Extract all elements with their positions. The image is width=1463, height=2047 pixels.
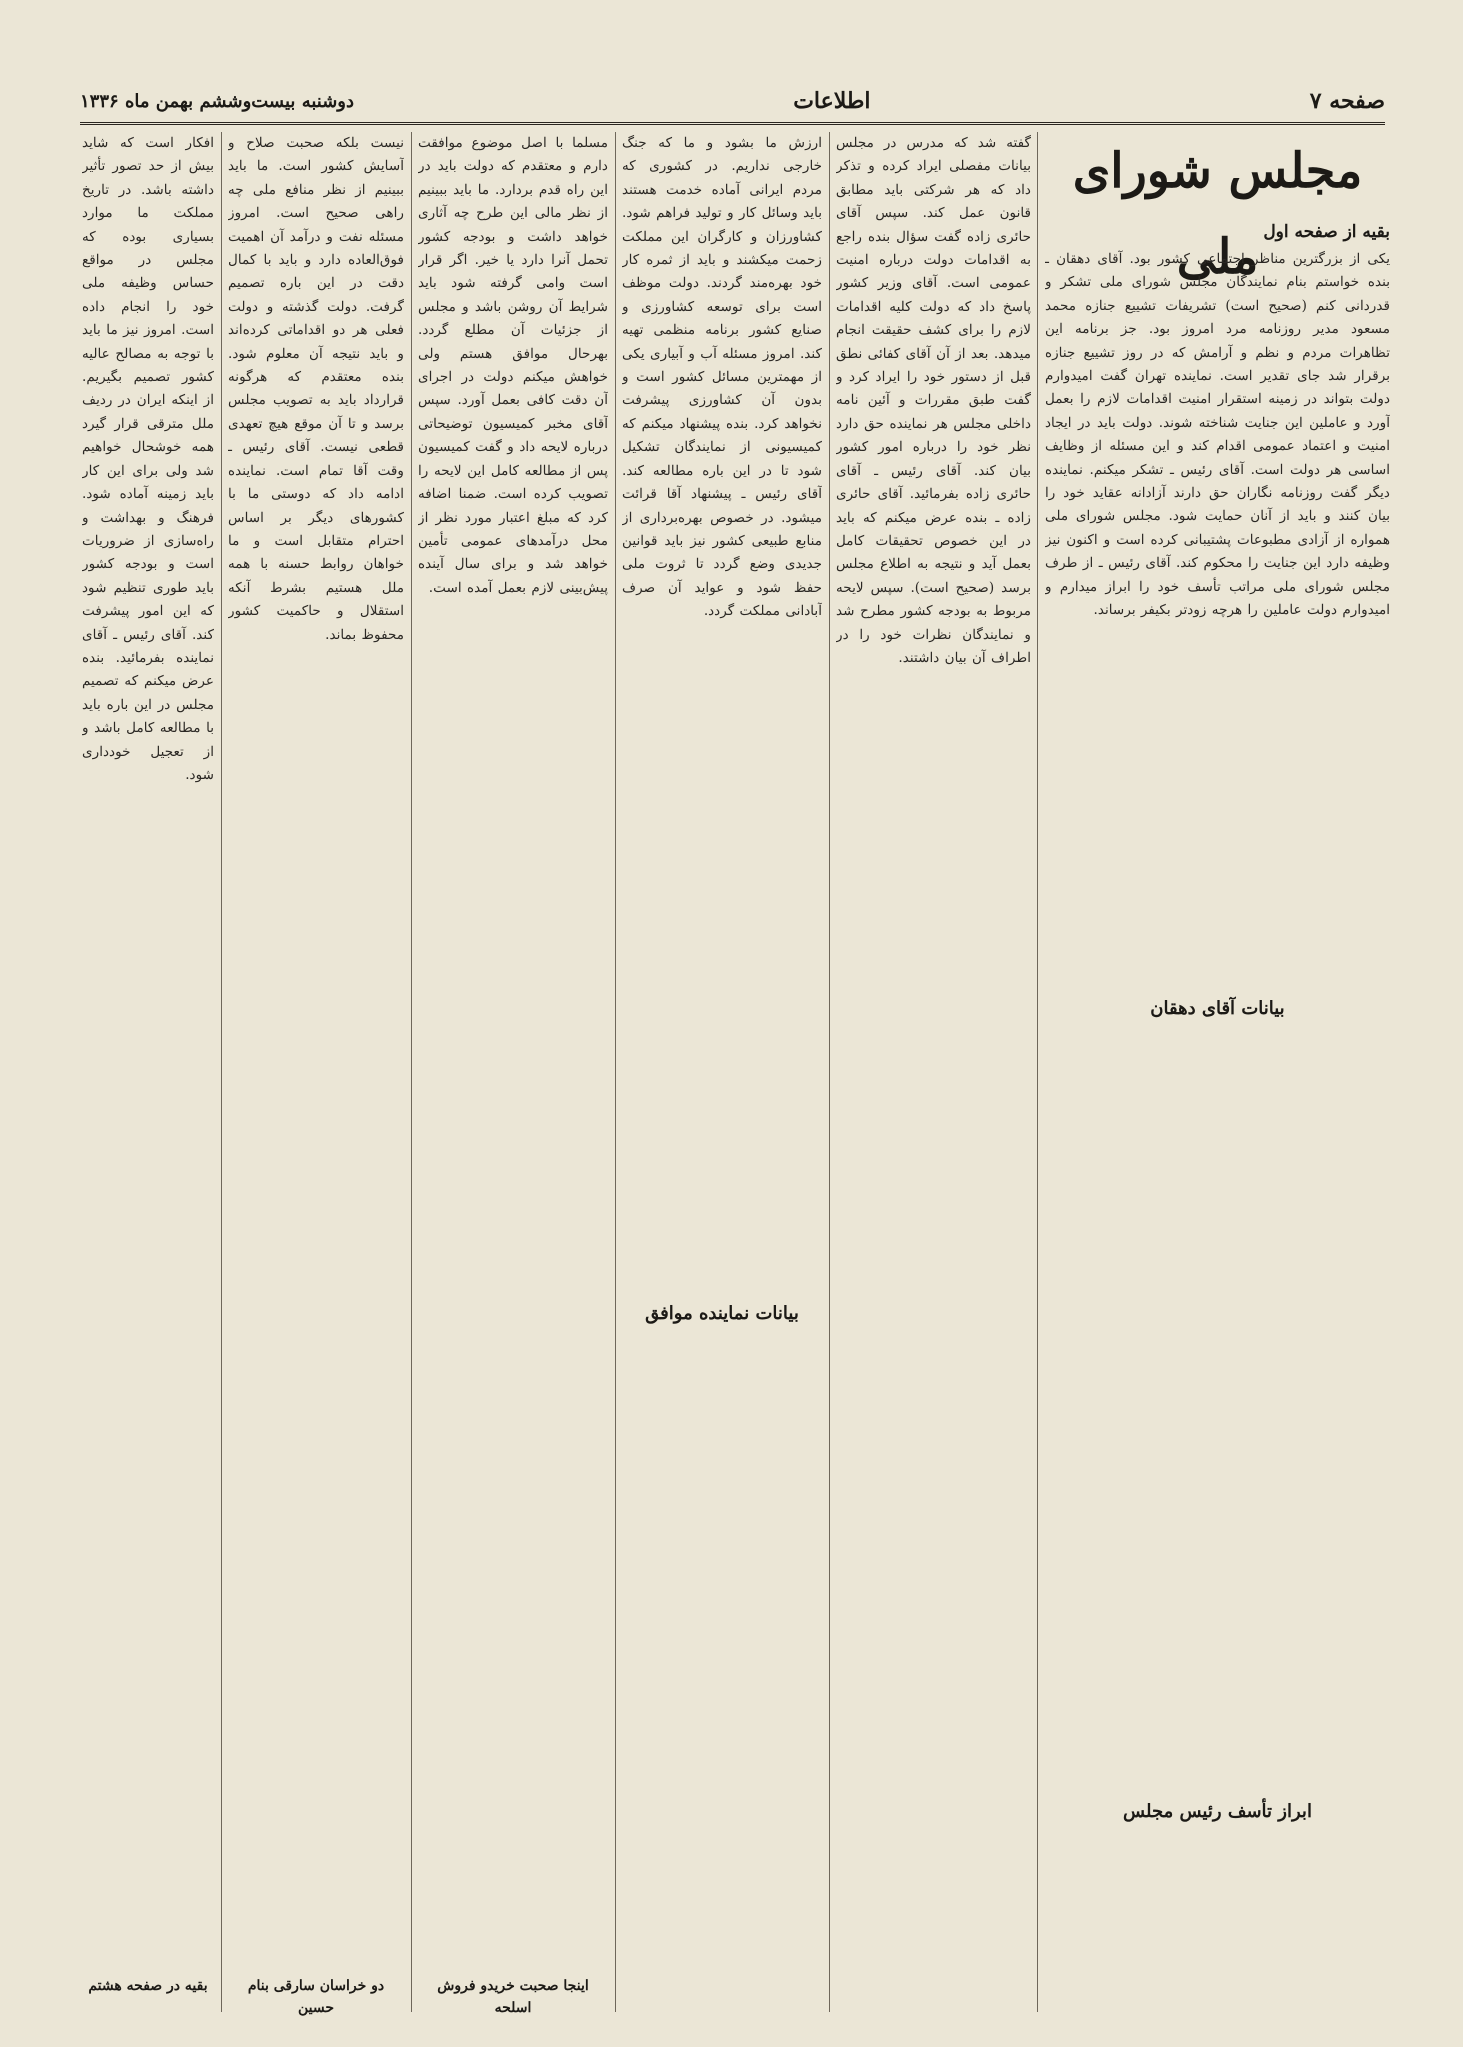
article-column-4 [418,132,608,1967]
article-column-3 [622,132,822,2017]
page-header [80,80,1385,125]
column-divider [1037,132,1038,2012]
column-1-text: یکی از بزرگترین مناظر اجتماعی کشور بود. آقای دهقان ـ بنده خواستم بنام نمایندگان مجلس شورای ملی تشکر و قدردانی کنم (صحیح است) تشریفات تشییع جنازه محمد مسعود مدیر روزنامه مرد امروز بود. جز برنامه این تظاهرات مردم و نظم و آرامش که در روز تشییع جنازه برقرار شد جای تقدیر است. نماینده تهران گفت امیدوارم دولت بتواند در زمینه استقرار امنیت اقدامات لازم را بعمل آورد و عاملین این جنایت شناخته شوند. دولت باید در ایجاد امنیت و اعتماد عمومی اقدام کند و این مسئله از وظایف اساسی هر دولت است. آقای رئیس ـ تشکر میکنم. نماینده دیگر گفت روزنامه نگاران حق دارند آزادانه عقاید خود را بیان کنند و باید از آنان حمایت شود. مجلس شورای ملی همواره از آزادی مطبوعات پشتیبانی کرده است و اکنون نیز وظیفه دارد این جنایت را محکوم کند. آقای رئیس ـ از طرف مجلس شورای ملی مراتب تأسف خود را ابراز میدارم و امیدوارم دولت عاملین را هرچه زودتر بکیفر برساند. [1045,251,1390,619]
column-3-text: ارزش ما بشود و ما که جنگ خارجی نداریم. در کشوری که مردم ایرانی آماده خدمت هستند باید وسائل کار و تولید فراهم شود. کشاورزان و کارگران این مملکت زحمت میکشند و باید از ثمره کار خود بهره‌مند گردند. دولت موظف است برای توسعه کشاورزی و صنایع کشور برنامه منظمی تهیه کند. امروز مسئله آب و آبیاری یکی از مهمترین مسائل کشور است و بدون آن کشاورزی پیشرفت نخواهد کرد. بنده پیشنهاد میکنم که کمیسیونی از نمایندگان تشکیل شود تا در این باره مطالعه کند. آقای رئیس ـ پیشنهاد آقا قرائت میشود. در خصوص بهره‌برداری از منابع طبیعی کشور نیز باید قوانین جدیدی وضع گردد تا ثروت ملی حفظ شود و عواید آن صرف آبادانی مملکت گردد. [622,135,822,620]
column-divider [615,132,616,2012]
column-divider [829,132,830,2012]
article-column-2 [836,132,1031,2017]
column-5-footer: دو خراسان سارقی بنام حسین [228,1975,404,2019]
subheading-regret: ابراز تأسف رئیس مجلس [1045,1798,1390,1826]
column-2-text: گفته شد که مدرس در مجلس بیانات مفصلی ایراد کرده و تذکر داد که هر شرکتی باید مطابق قانون عمل کند. سپس آقای حائری زاده گفت سؤال بنده راجع به اقدامات دولت درباره امنیت عمومی است. آقای وزیر کشور پاسخ داد که دولت کلیه اقدامات لازم را برای کشف حقیقت انجام میدهد. بعد از آن آقای کفائی نطق قبل از دستور خود را ایراد کرد و گفت طبق مقررات و آئین نامه داخلی مجلس هر نماینده حق دارد نظر خود را درباره امور کشور بیان کند. آقای رئیس ـ آقای حائری زاده بفرمائید. آقای حائری زاده ـ بنده عرض میکنم که باید در این خصوص تحقیقات کامل بعمل آید و نتیجه به اطلاع مجلس برسد (صحیح است). سپس لایحه مربوط به بودجه کشور مطرح شد و نمایندگان نظرات خود را در اطراف آن بیان داشتند. [836,135,1031,666]
article-headline: مجلس شورای ملی [1072,143,1363,285]
newspaper-name: اطلاعات [793,88,871,114]
column-4-text: مسلما با اصل موضوع موافقت دارم و معتقدم که دولت باید در این راه قدم بردارد. ما باید ببینیم از نظر مالی این طرح چه آثاری خواهد داشت و بودجه کشور تحمل آنرا دارد یا خیر. اگر قرار است وامی گرفته شود باید شرایط آن روشن باشد و مجلس از جزئیات آن مطلع گردد. بهرحال موافق هستم ولی خواهش میکنم دولت در اجرای آن دقت کافی بعمل آورد. سپس آقای مخبر کمیسیون توضیحاتی درباره لایحه داد و گفت کمیسیون پس از مطالعه کامل این لایحه را تصویب کرده است. ضمنا اضافه کرد که مبلغ اعتبار مورد نظر از محل درآمدهای عمومی تأمین خواهد شد و برای سال آینده پیش‌بینی لازم بعمل آمده است. [418,135,608,596]
column-4-footer: اینجا صحبت خریدو فروش اسلحه [418,1975,608,2019]
article-column-5 [228,132,404,1967]
continuation-note: بقیه از صفحه اول [1263,222,1390,242]
column-divider [221,132,222,2012]
column-6-text: افکار است که شاید بیش از حد تصور تأثیر داشته باشد. در تاریخ مملکت ما موارد بسیاری بوده که مجلس در مواقع حساس وظیفه ملی خود را انجام داده است. امروز نیز ما باید با توجه به مصالح عالیه کشور تصمیم بگیریم. از اینکه ایران در ردیف ملل مترقی قرار گیرد همه خوشحال خواهیم شد ولی برای این کار باید زمینه آماده شود. فرهنگ و بهداشت و راه‌سازی از ضروریات است و بودجه کشور باید طوری تنظیم شود که این امور پیشرفت کند. آقای رئیس ـ آقای نماینده بفرمائید. بنده عرض میکنم که تصمیم مجلس در این باره باید با مطالعه کامل باشد و از تعجیل خودداری شود. [82,135,214,783]
column-5-text: نیست بلکه صحبت صلاح و آسایش کشور است. ما باید ببینیم از نظر منافع ملی چه راهی صحیح است. امروز مسئله نفت و درآمد آن اهمیت فوق‌العاده دارد و باید با کمال دقت در این باره تصمیم گرفت. دولت گذشته و دولت فعلی هر دو اقداماتی کرده‌اند و باید نتیجه آن معلوم شود. بنده معتقدم که هرگونه قرارداد باید به تصویب مجلس برسد و تا آن موقع هیچ تعهدی قطعی نیست. آقای رئیس ـ وقت آقا تمام است. نماینده ادامه داد که دوستی ما با کشورهای دیگر بر اساس احترام متقابل است و ما خواهان روابط حسنه با همه ملل هستیم بشرط آنکه استقلال و حاکمیت کشور محفوظ بماند. [228,135,404,643]
issue-date: دوشنبه بیست‌وششم بهمن ماه ۱۳۳۶ [80,90,354,112]
column-divider [411,132,412,2012]
page-number: صفحه ۷ [1309,88,1385,114]
subheading-speech: بیانات آقای دهقان [1045,995,1390,1023]
article-column-6 [82,132,214,1967]
article-column-1 [1045,248,1390,2017]
subheading-supporter: بیانات نماینده موافق [622,1300,822,1328]
continued-on-page-8: بقیه در صفحه هشتم [82,1975,214,1997]
